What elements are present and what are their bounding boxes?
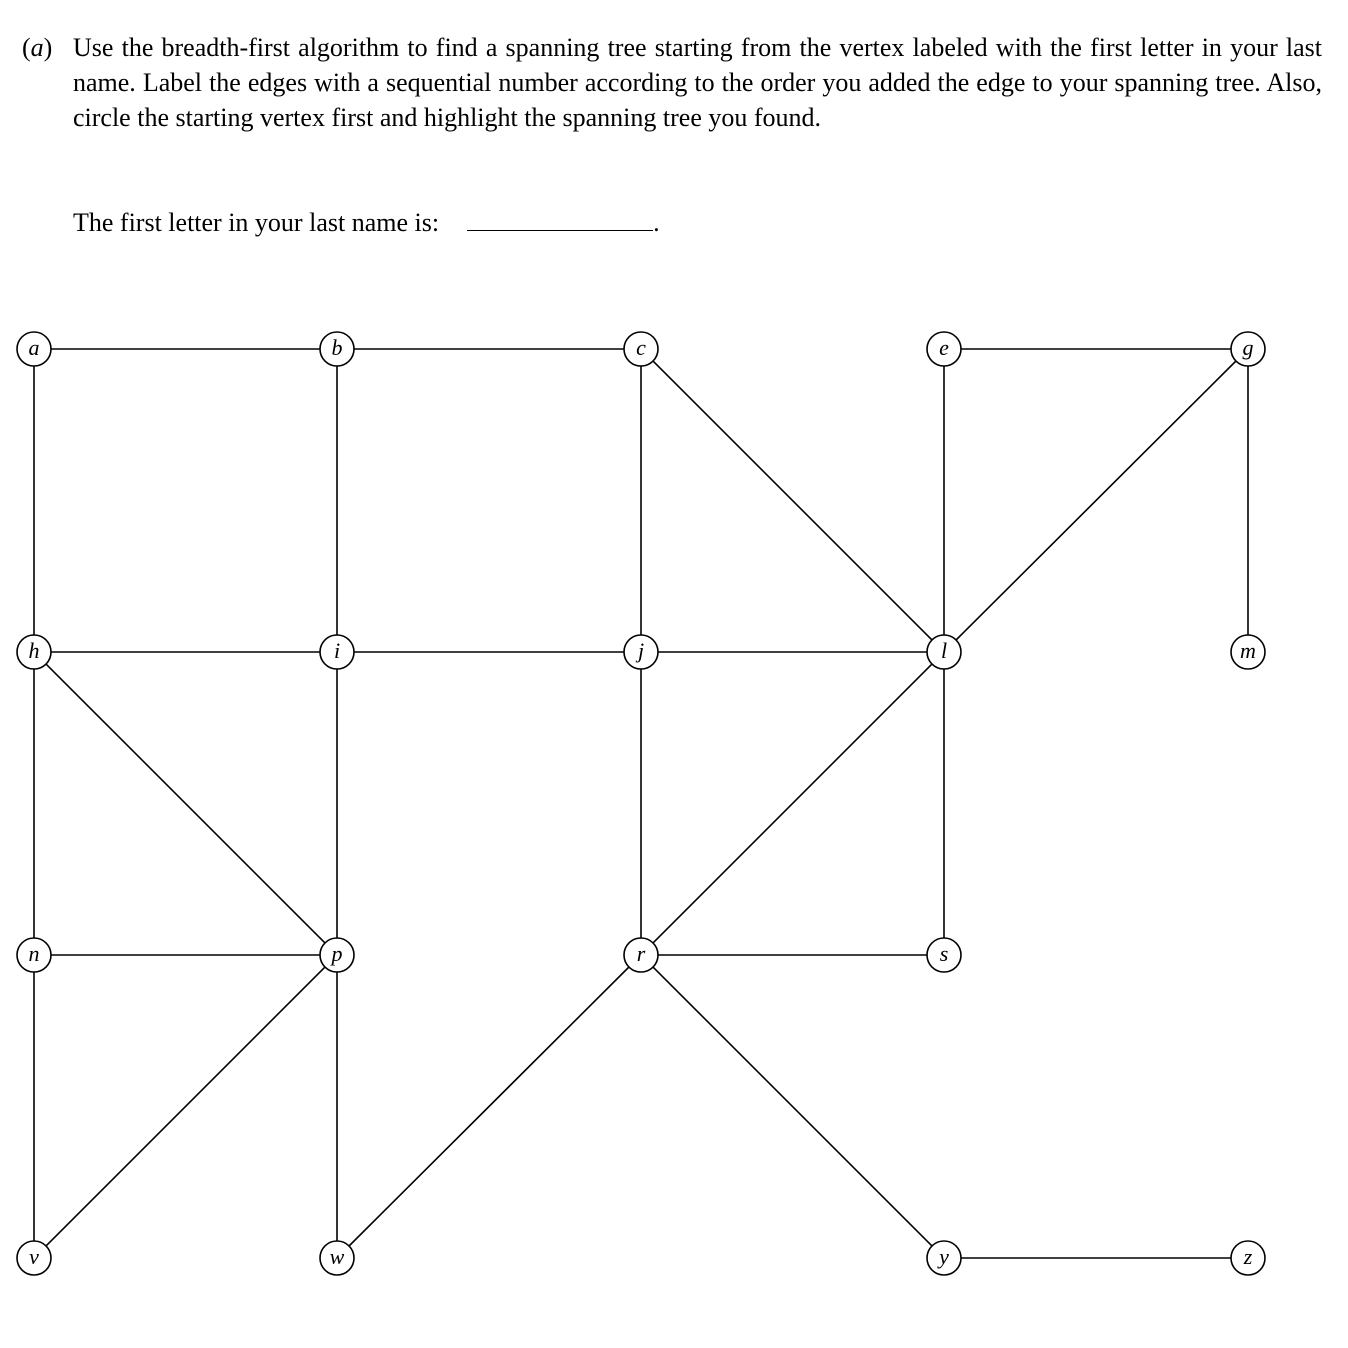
vertex-e[interactable]: [927, 332, 961, 366]
vertex-i[interactable]: [320, 635, 354, 669]
vertex-label-s: s: [939, 941, 949, 966]
vertex-label-g: g: [1242, 335, 1254, 360]
vertex-label-l: l: [940, 638, 948, 663]
vertex-z[interactable]: [1231, 1241, 1265, 1275]
vertex-label-e: e: [939, 335, 949, 360]
vertex-l[interactable]: [927, 635, 961, 669]
prompt-text: Use the breadth-first algorithm to find a spanning tree starting from the vertex labeled with the first letter in your last name. Label the edges with a sequential number according to the order you added the edge to your spanning tree. Also, circle the starting vertex first and highlight the spanning tree you found.: [73, 33, 1322, 132]
vertex-label-m: m: [1240, 638, 1256, 663]
answer-prompt: The first letter in your last name is:: [73, 208, 440, 237]
vertex-v[interactable]: [17, 1241, 51, 1275]
vertex-b[interactable]: [320, 332, 354, 366]
edge-l-r[interactable]: [653, 664, 932, 943]
part-label-var: a: [30, 33, 44, 62]
vertex-r[interactable]: [624, 938, 658, 972]
vertex-p[interactable]: [320, 938, 354, 972]
vertex-h[interactable]: [17, 635, 51, 669]
vertex-label-w: w: [329, 1244, 345, 1269]
edge-r-w[interactable]: [349, 967, 629, 1246]
vertex-label-h: h: [28, 638, 40, 663]
part-label-open: (: [22, 33, 31, 62]
vertex-label-c: c: [636, 335, 646, 360]
edge-r-y[interactable]: [653, 967, 932, 1246]
vertex-label-v: v: [29, 1244, 39, 1269]
part-label-close: ): [43, 33, 53, 62]
vertex-j[interactable]: [624, 635, 658, 669]
vertex-g[interactable]: [1231, 332, 1265, 366]
edge-c-l[interactable]: [653, 361, 932, 640]
graph-edges: [34, 349, 1248, 1258]
vertex-label-p: p: [331, 941, 343, 966]
vertex-label-z: z: [1243, 1244, 1253, 1269]
vertex-label-j: j: [637, 638, 645, 663]
vertex-label-a: a: [28, 335, 40, 360]
vertex-y[interactable]: [927, 1241, 961, 1275]
vertex-label-y: y: [939, 1244, 949, 1269]
vertex-a[interactable]: [17, 332, 51, 366]
vertex-c[interactable]: [624, 332, 658, 366]
vertex-label-n: n: [28, 941, 40, 966]
vertex-label-b: b: [331, 335, 343, 360]
edge-h-p[interactable]: [46, 664, 325, 943]
edge-p-v[interactable]: [46, 967, 325, 1246]
vertex-label-i: i: [333, 638, 341, 663]
vertex-m[interactable]: [1231, 635, 1265, 669]
vertex-n[interactable]: [17, 938, 51, 972]
edge-g-l[interactable]: [956, 361, 1236, 640]
vertex-label-r: r: [636, 941, 646, 966]
vertex-s[interactable]: [927, 938, 961, 972]
answer-suffix: .: [653, 208, 660, 237]
vertex-w[interactable]: [320, 1241, 354, 1275]
